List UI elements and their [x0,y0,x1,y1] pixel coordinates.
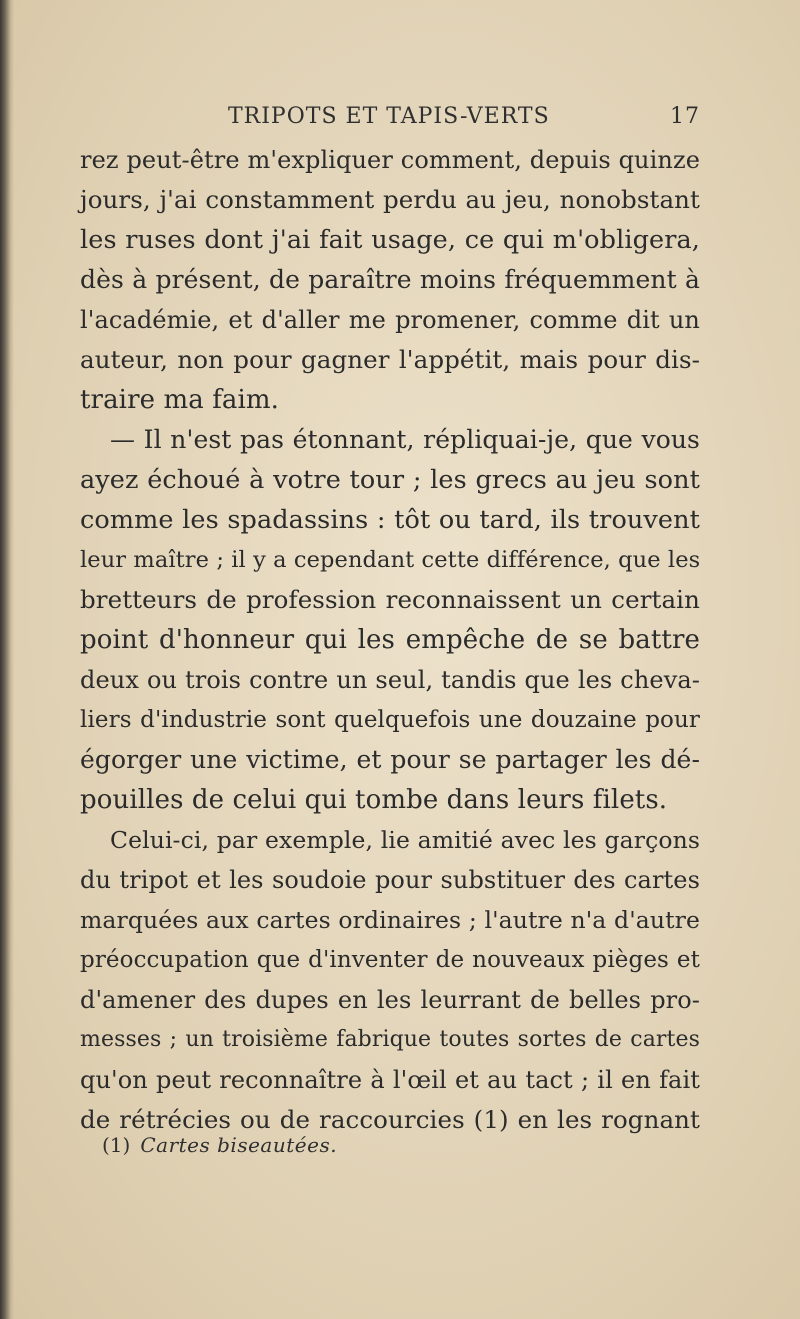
text-line: liers d'industrie sont quelquefois une douzaine pour [80,707,700,733]
text-line: Celui-ci, par exemple, lie amitié avec les garçons [110,826,700,854]
text-line: leur maître ; il y a cependant cette différence, que les [80,547,701,573]
text-line: ayez échoué à votre tour ; les grecs au jeu sont [80,465,700,495]
footnote-marker: (1) [102,1133,131,1157]
text-line: l'académie, et d'aller me promener, comme dit un [80,306,700,334]
text-line: dès à présent, de paraître moins fréquemment à [80,265,700,294]
body-text [80,140,700,1140]
text-line: les ruses dont j'ai fait usage, ce qui m'obligera, [80,225,700,255]
text-line: point d'honneur qui les empêche de se battre [80,625,700,655]
running-title: TRIPOTS ET TAPIS-VERTS [228,103,550,129]
text-line: deux ou trois contre un seul, tandis que les cheva- [80,666,700,694]
text-line: messes ; un troisième fabrique toutes sortes de cartes [80,1027,700,1052]
footnote [102,1133,337,1157]
text-line: bretteurs de profession reconnaissent un certain [80,585,700,614]
text-line: traire ma faim. [80,385,280,415]
text-line: d'amener des dupes en les leurrant de belles pro- [80,986,700,1014]
text-line: marquées aux cartes ordinaires ; l'autre n'a d'autre [80,906,700,934]
running-header [80,96,700,136]
text-line: rez peut-être m'expliquer comment, depuis quinze [80,146,700,174]
text-line: pouilles de celui qui tombe dans leurs filets. [80,785,668,815]
text-line: du tripot et les soudoie pour substituer des cartes [80,866,700,894]
text-line: — Il n'est pas étonnant, répliquai-je, que vous [110,425,700,454]
text-line: égorger une victime, et pour se partager les dé- [80,745,700,774]
text-line: comme les spadassins : tôt ou tard, ils trouvent [80,505,700,535]
footnote-text: Cartes biseautées. [140,1133,338,1157]
text-line: auteur, non pour gagner l'appétit, mais pour dis- [80,345,700,374]
page-number: 17 [670,103,700,129]
text-line: qu'on peut reconnaître à l'œil et au tact ; il en fait [80,1066,700,1094]
text-line: préoccupation que d'inventer de nouveaux pièges et [80,947,700,973]
binding-gutter-shadow [0,0,14,1319]
text-line: de rétrécies ou de raccourcies (1) en les rognant [80,1105,700,1134]
text-line: jours, j'ai constamment perdu au jeu, nonobstant [80,185,700,214]
